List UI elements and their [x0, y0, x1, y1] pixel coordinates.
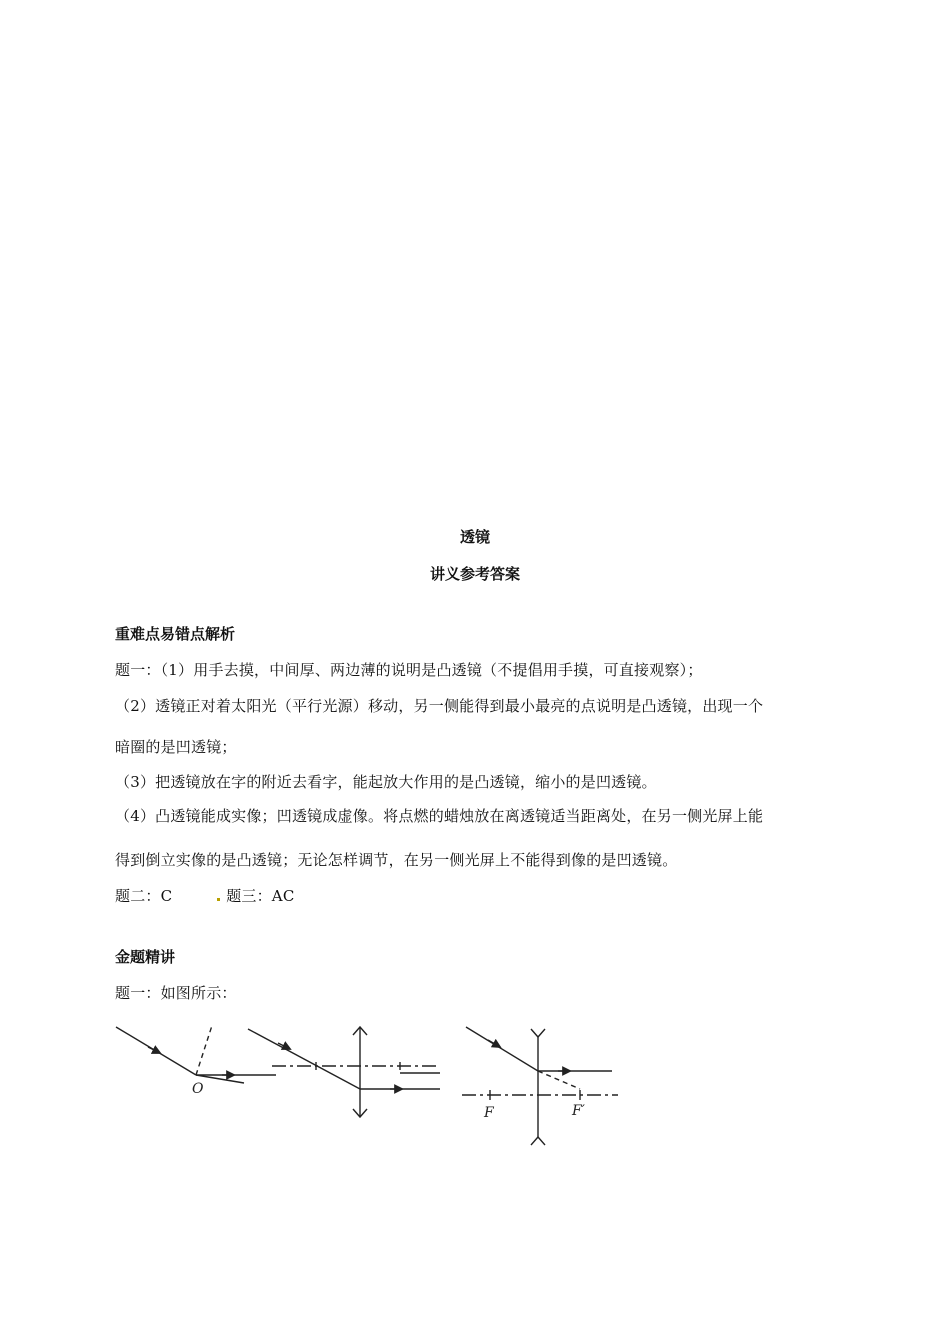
label-focus-f: F — [484, 1105, 494, 1121]
arrow-icon — [488, 1040, 500, 1047]
example-q1-text: 题一：如图所示： — [115, 984, 237, 1002]
document-title: 透镜 — [459, 528, 490, 546]
lens-fork-top-icon — [531, 1029, 545, 1037]
concave-lens-diagram — [462, 1027, 618, 1145]
section-heading-analysis: 重难点易错点解析 — [115, 625, 236, 643]
answer-q1-line3: 暗圈的是凹透镜； — [115, 738, 237, 756]
label-focus-f-prime: F′ — [572, 1103, 585, 1119]
label-point-o: O — [192, 1081, 204, 1097]
document-subtitle: 讲义参考答案 — [429, 565, 520, 583]
answer-q1-line6: 得到倒立实像的是凸透镜；无论怎样调节，在另一侧光屏上不能得到像的是凹透镜。 — [115, 851, 678, 869]
convex-lens-diagram — [248, 1027, 440, 1117]
incident-ray — [248, 1029, 360, 1089]
normal-line — [196, 1025, 218, 1075]
answer-q1-line2: （2）透镜正对着太阳光（平行光源）移动，另一侧能得到最小最亮的点说明是凸透镜，出现一个 — [115, 697, 764, 715]
section-heading-examples: 金题精讲 — [115, 948, 176, 966]
answer-q2: 题二：C — [115, 887, 173, 905]
refraction-diagram — [116, 1025, 276, 1083]
arrow-icon — [148, 1047, 160, 1053]
marker-dot — [217, 898, 220, 901]
answer-q1-line4: （3）把透镜放在字的附近去看字，能起放大作用的是凸透镜，缩小的是凹透镜。 — [115, 773, 657, 791]
extension-line — [538, 1071, 580, 1089]
answer-q1-line1: 题一：（1）用手去摸，中间厚、两边薄的说明是凸透镜（不提倡用手摸，可直接观察）； — [115, 661, 703, 679]
answer-q3: 题三：AC — [226, 887, 295, 905]
lens-fork-bottom-icon — [531, 1137, 545, 1145]
incident-ray — [466, 1027, 538, 1071]
answer-q1-line5: （4）凸透镜能成实像；凹透镜成虚像。将点燃的蜡烛放在离透镜适当距离处，在另一侧光屏上能 — [115, 807, 764, 825]
answer-row-q2-q3 — [115, 885, 295, 906]
optics-figure — [110, 1025, 630, 1160]
